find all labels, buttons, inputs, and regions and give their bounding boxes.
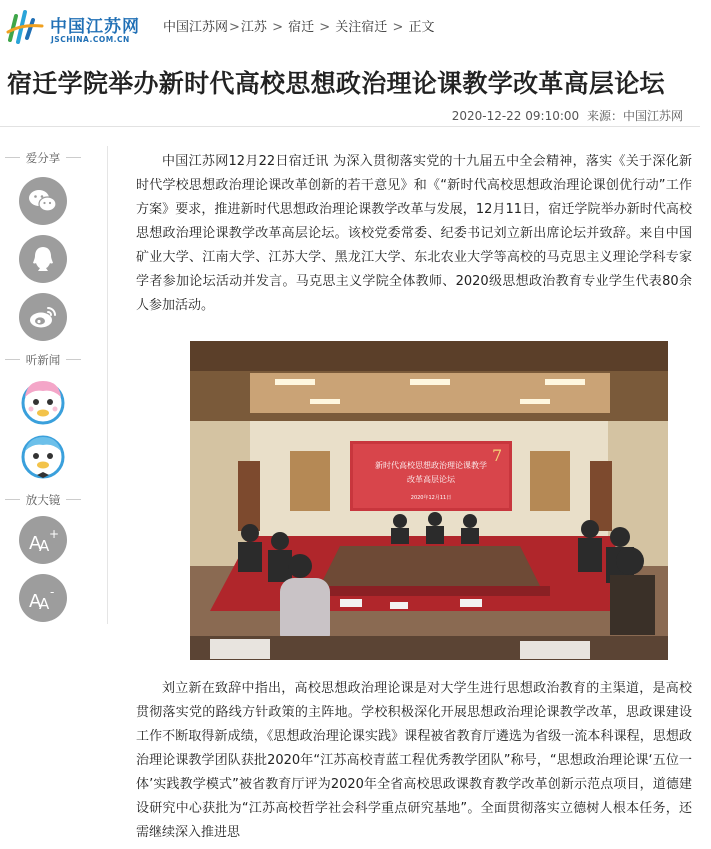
qq-icon <box>31 245 55 273</box>
font-decrease-button[interactable] <box>19 574 67 622</box>
svg-text:A: A <box>39 595 50 612</box>
svg-text:A: A <box>39 537 50 554</box>
logo-text-cn: 中国江苏网 <box>50 17 140 37</box>
article-title: 宿迁学院举办新时代高校思想政治理论课教学改革高层论坛 <box>7 69 665 98</box>
banner-line-1: 新时代高校思想政治理论课教学 <box>375 461 487 470</box>
share-section-label: 爱分享 <box>0 150 86 166</box>
zoom-section-label: 放大镜 <box>0 492 86 508</box>
banner-date: 2020年12月11日 <box>410 495 452 501</box>
article-source: 来源：中国江苏网 <box>586 109 683 123</box>
avatar-female-icon[interactable] <box>17 375 69 427</box>
weibo-icon <box>28 304 58 330</box>
article-paragraph-1: 中国江苏网12月22日宿迁讯 为深入贯彻落实党的十九届五中全会精神，落实《关于深化新时代学校思想政治理论课改革创新的若干意见》和《“新时代高校思想政治理论课创优行动”工作方案》要求，推进新时代思想政治理论课教学改革与发展，12月11日，宿迁学院举办新时代高校思想政治理论课教学改革高层论坛。该校党委常委、纪委书记刘立新出席论坛并致辞。来自中国矿业大学、江南大学、江苏大学、黑龙江大学、东北农业大学等高校的马克思主义理论学科专家学者参加论坛活动并发言。马克思主义学院全体教师、2020级思想政治教育专业学生代表80余人参加活动。 <box>136 154 692 313</box>
title-divider <box>0 126 700 127</box>
banner-line-2: 改革高层论坛 <box>407 475 455 484</box>
breadcrumb-item-current: 正文 <box>408 20 435 35</box>
article-paragraph-2: 刘立新在致辞中指出，高校思想政治理论课是对大学生进行思想政治教育的主渠道，是高校贯彻落实党的路线方针政策的主阵地。学校积极深化开展思想政治理论课教学改革，思政课建设工作不断取得新成绩，《思想政治理论课实践》课程被省教育厅遴选为省级一流本科课程，思想政治理论课教学团队获批2020年“江苏高校青蓝工程优秀教学团队”称号，“思想政治理论课‘五位一体’实践教学模式”被省教育厅评为2020年全省高校思政课教育教学改革创新示范点项目，道德建设研究中心获批为“江苏高校哲学社会科学重点研究基地”。全面贯彻落实立德树人根本任务，还需继续深入推进思 <box>136 681 692 840</box>
share-sidebar <box>0 146 108 626</box>
svg-text:7: 7 <box>492 446 503 465</box>
article-body-bottom <box>136 677 692 845</box>
article-datetime: 2020-12-22 09:10:00 <box>451 109 580 123</box>
wechat-icon <box>28 188 58 214</box>
site-logo[interactable] <box>6 6 146 46</box>
breadcrumb-item-focus[interactable]: 关注宿迁 <box>335 20 388 35</box>
breadcrumb-item-home[interactable]: 中国江苏网 <box>163 20 229 35</box>
breadcrumb: 中国江苏网>江苏 > 宿迁 > 关注宿迁 > 正文 <box>163 20 435 35</box>
svg-text:-: - <box>50 585 55 599</box>
qq-share-button[interactable] <box>19 235 67 283</box>
font-decrease-icon <box>27 584 59 612</box>
avatar-male-icon[interactable] <box>17 431 69 483</box>
article-meta <box>452 107 683 124</box>
article-photo[interactable] <box>190 341 668 660</box>
breadcrumb-item-jiangsu[interactable]: 江苏 <box>240 20 267 35</box>
svg-text:A: A <box>29 533 42 554</box>
font-increase-icon <box>27 526 59 554</box>
breadcrumb-item-suqian[interactable]: 宿迁 <box>288 20 315 35</box>
listen-section-label: 听新闻 <box>0 352 86 368</box>
site-header <box>0 0 711 52</box>
weibo-share-button[interactable] <box>19 293 67 341</box>
article-body-top <box>136 150 692 318</box>
wechat-share-button[interactable] <box>19 177 67 225</box>
sidebar-divider <box>107 146 108 624</box>
font-increase-button[interactable] <box>19 516 67 564</box>
logo-mark-icon <box>6 6 46 46</box>
svg-text:A: A <box>29 591 42 612</box>
conference-photo-image <box>190 341 668 660</box>
logo-text-en: JSCHINA.COM.CN <box>51 35 130 44</box>
svg-text:+: + <box>49 527 59 541</box>
